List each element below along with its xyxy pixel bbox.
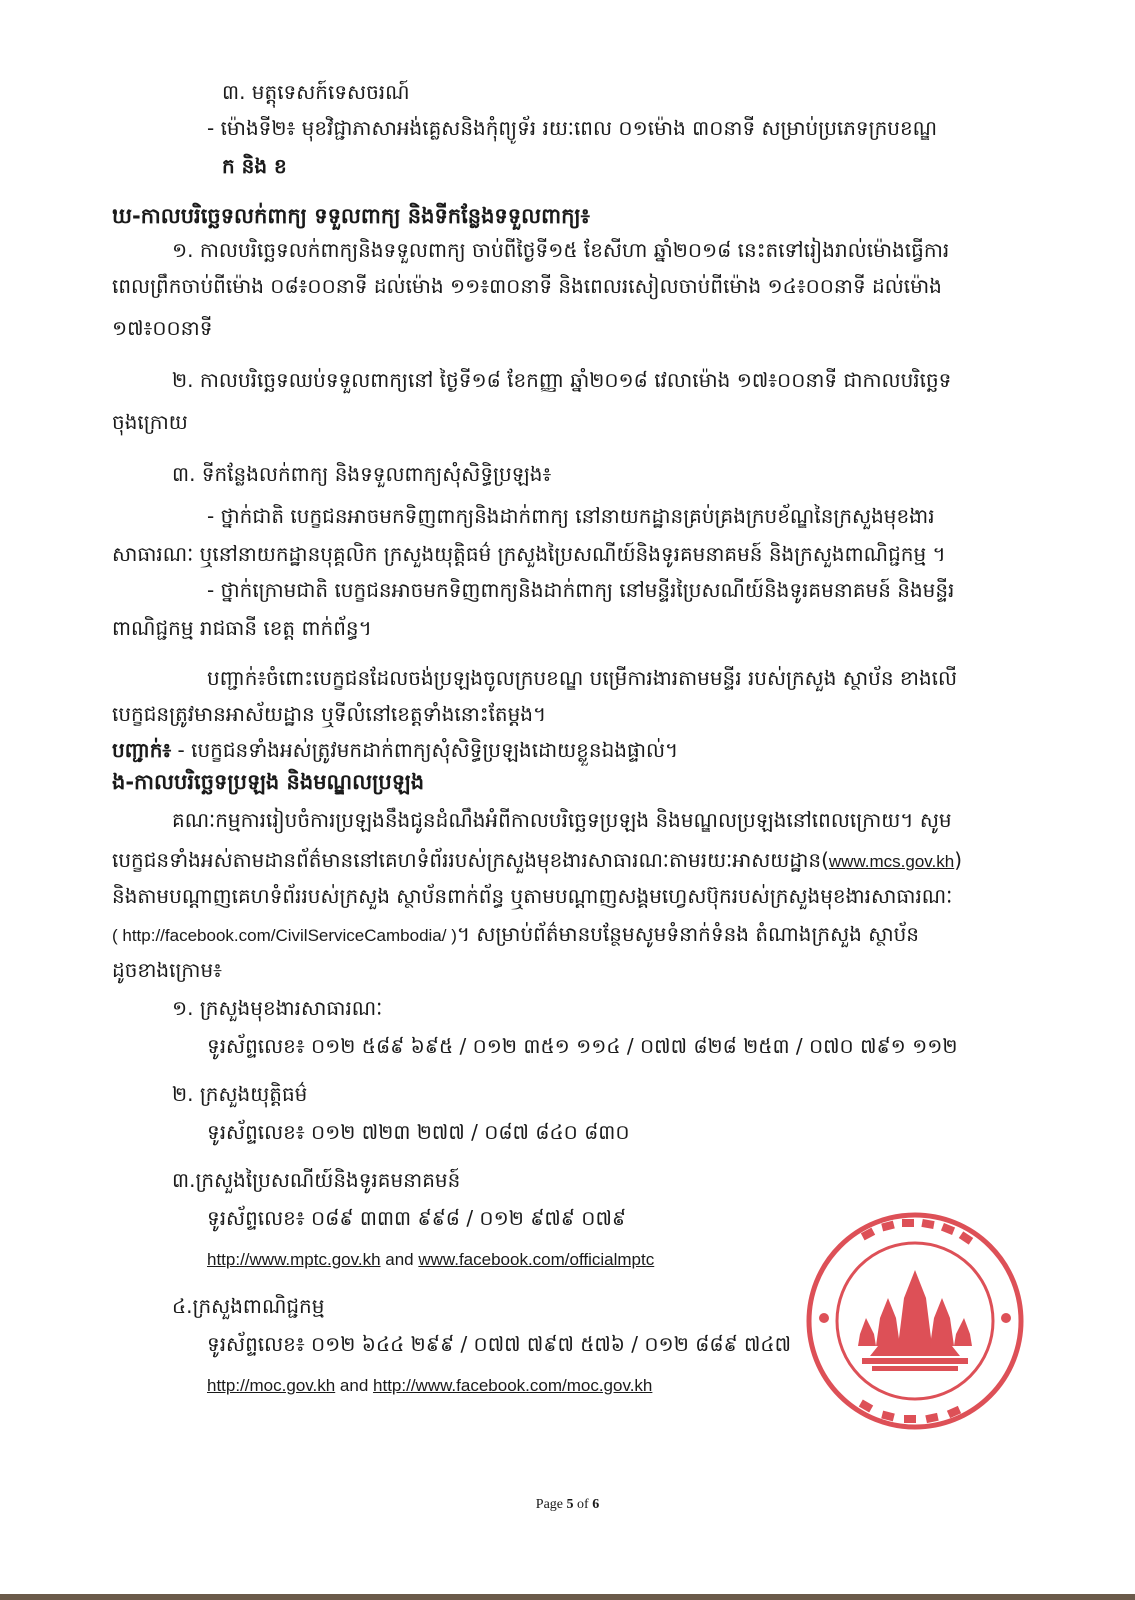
footer-page-label: Page [535,1497,567,1512]
gha-p3-a-line1: - ថ្នាក់ជាតិ បេក្ខជនអាចមកទិញពាក្យនិងដាក់ពាក្យ នៅនាយកដ្ឋានគ្រប់គ្រងក្របខ័ណ្ឌនៃក្រសួងមុខងារ [207,504,935,528]
contact-4-name: ៤.ក្រសួងពាណិជ្ជកម្ម [172,1294,325,1318]
ng-line2-text: បេក្ខជនទាំងអស់តាមដានព័ត៌មាននៅគេហទំព័ររបស់ក្រសួងមុខងារសាធារណៈតាមរយៈអាសយដ្ឋាន( [112,848,829,872]
gha-note2-label: បញ្ជាក់៖ [112,738,172,762]
gha-p3-b-line1: - ថ្នាក់ក្រោមជាតិ បេក្ខជនអាចមកទិញពាក្យនិងដាក់ពាក្យ នៅមន្ទីរប្រៃសណីយ៍និងទូរគមនាគមន៍ និងមន្ទីរ [207,578,955,602]
gha-p2-line2: ចុងក្រោយ [112,410,188,434]
moc-website-link[interactable]: http://moc.gov.kh [207,1376,336,1395]
item3-detail-line2: ក និង ខ [222,154,287,178]
gha-note2 [112,736,678,764]
gha-p2-line1: ២. កាលបរិច្ឆេទឈប់ទទួលពាក្យនៅ ថ្ងៃទី១៨ ខែកញ្ញា ឆ្នាំ២០១៨ វេលាម៉ោង ១៧៖០០នាទី ជាកាលបរិច្ឆេទ [172,368,952,392]
ng-line3: និងតាមបណ្តាញគេហទំព័ររបស់ក្រសួង ស្ថាប័នពាក់ព័ន្ធ ឬតាមបណ្តាញសង្គមហ្វេសប៊ុករបស់ក្រសួងមុខងារសាធារណៈ [112,884,953,908]
gha-note1-line2: បេក្ខជនត្រូវមានអាស័យដ្ឋាន ឬទីលំនៅខេត្តទាំងនោះតែម្តង។ [112,702,547,726]
gha-p3-b-line2: ពាណិជ្ជកម្ម រាជធានី ខេត្ត ពាក់ព័ន្ធ។ [112,616,372,640]
scan-bottom-edge [0,1594,1135,1600]
mptc-facebook-link[interactable]: www.facebook.com/officialmptc [418,1250,655,1269]
contact-3-name: ៣.ក្រសួងប្រៃសណីយ៍និងទូរគមនាគមន៍ [172,1168,461,1192]
contact-4-and: and [335,1376,374,1395]
ng-line5: ដូចខាងក្រោម៖ [112,958,222,982]
ng-line2 [112,846,962,876]
mptc-website-link[interactable]: http://www.mptc.gov.kh [207,1250,381,1269]
gha-p3-a-line2: សាធារណៈ ឬនៅនាយកដ្ឋានបុគ្គលិក ក្រសួងយុត្តិធម៌ ក្រសួងប្រៃសណីយ៍និងទូរគមនាគមន៍ និងក្រសួងពាណិជ្ជកម្ម ។ [112,542,946,566]
contact-3-phone: ទូរស័ព្ទលេខ៖ ០៨៩ ៣៣៣ ៩៩៨ / ០១២ ៩៧៩ ០៧៩ [207,1206,627,1230]
ministry-seal-stamp-icon [800,1206,1030,1436]
gha-note1-line1: បញ្ជាក់៖ចំពោះបេក្ខជនដែលចង់ប្រឡងចូលក្របខណ្ឌ បម្រើការងារតាមមន្ទីរ របស់ក្រសួង ស្ថាប័ន ខាងលើ [207,666,958,690]
contact-4-links [207,1372,652,1400]
contact-1-name: ១. ក្រសួងមុខងារសាធារណៈ [172,996,383,1020]
section-gha-heading: ឃ-កាលបរិច្ឆេទលក់ពាក្យ ទទួលពាក្យ និងទីកន្លែងទទួលពាក្យ៖ [112,204,590,228]
ng-line2-end: ) [954,848,963,872]
gha-note2-text: - បេក្ខជនទាំងអស់ត្រូវមកដាក់ពាក្យសុំសិទ្ធិប្រឡងដោយខ្លួនឯងផ្ទាល់។ [171,738,679,762]
contact-3-links [207,1246,654,1274]
contact-4-phone: ទូរស័ព្ទលេខ៖ ០១២ ៦៤៤ ២៩៩ / ០៧៧ ៧៩៧ ៥៧៦ / ០១២ ៨៨៩ ៧៤៧ [207,1332,791,1356]
footer-page-number: 5 [566,1497,574,1512]
contact-2-phone: ទូរស័ព្ទលេខ៖ ០១២ ៧២៣ ២៧៧ / ០៨៧ ៨៤០ ៨៣០ [207,1120,630,1144]
footer-of-label: of [573,1497,593,1512]
gha-p1-line2: ពេលព្រឹកចាប់ពីម៉ោង ០៨៖០០នាទី ដល់ម៉ោង ១១៖៣០នាទី និងពេលរសៀលចាប់ពីម៉ោង ១៤៖០០នាទី ដល់ម៉ោង [112,274,942,298]
ng-line4 [112,920,919,950]
contact-3-and: and [380,1250,419,1269]
footer-page-total: 6 [592,1497,600,1512]
section-ng-heading: ង-កាលបរិច្ឆេទប្រឡង និងមណ្ឌលប្រឡង [112,770,425,794]
ng-line1: គណៈកម្មការរៀបចំការប្រឡងនឹងជូនដំណឹងអំពីកាលបរិច្ឆេទប្រឡង និងមណ្ឌលប្រឡងនៅពេលក្រោយ។ សូម [172,808,952,832]
gha-p1-line1: ១. កាលបរិច្ឆេទលក់ពាក្យនិងទទួលពាក្យ ចាប់ពីថ្ងៃទី១៥ ខែសីហា ឆ្នាំ២០១៨ នេះតទៅរៀងរាល់ម៉ោងធ្វើការ [172,238,950,262]
item3-detail-line1: - ម៉ោងទី២៖ មុខវិជ្ជាភាសាអង់គ្លេសនិងកុំព្យូទ័រ រយៈពេល ០១ម៉ោង ៣០នាទី សម្រាប់ប្រភេទក្របខណ្ឌ [207,116,938,140]
item3-title: ៣. មត្តុទេសក៍ទេសចរណ៍ [222,80,410,104]
mcs-website-link[interactable]: www.mcs.gov.kh [828,852,955,871]
facebook-civil-service-link[interactable]: ( http://facebook.com/CivilServiceCambodia/ ) [112,926,457,945]
contact-1-phone: ទូរស័ព្ទលេខ៖ ០១២ ៥៨៩ ៦៩៥ / ០១២ ៣៥១ ១១៤ / ០៧៧ ៨២៨ ២៥៣ / ០៧០ ៧៩១ ១១២ [207,1034,958,1058]
contact-2-name: ២. ក្រសួងយុត្តិធម៌ [172,1082,308,1106]
moc-facebook-link[interactable]: http://www.facebook.com/moc.gov.kh [373,1376,653,1395]
gha-p1-line3: ១៧៖០០នាទី [112,316,213,340]
gha-p3-title: ៣. ទីកន្លែងលក់ពាក្យ និងទទួលពាក្យសុំសិទ្ធិប្រឡង៖ [172,462,552,486]
ng-line4-text: ។ សម្រាប់ព័ត៌មានបន្ថែមសូមទំនាក់ទំនង តំណាងក្រសួង ស្ថាប័ន [456,922,919,946]
page-footer [0,1497,1135,1513]
